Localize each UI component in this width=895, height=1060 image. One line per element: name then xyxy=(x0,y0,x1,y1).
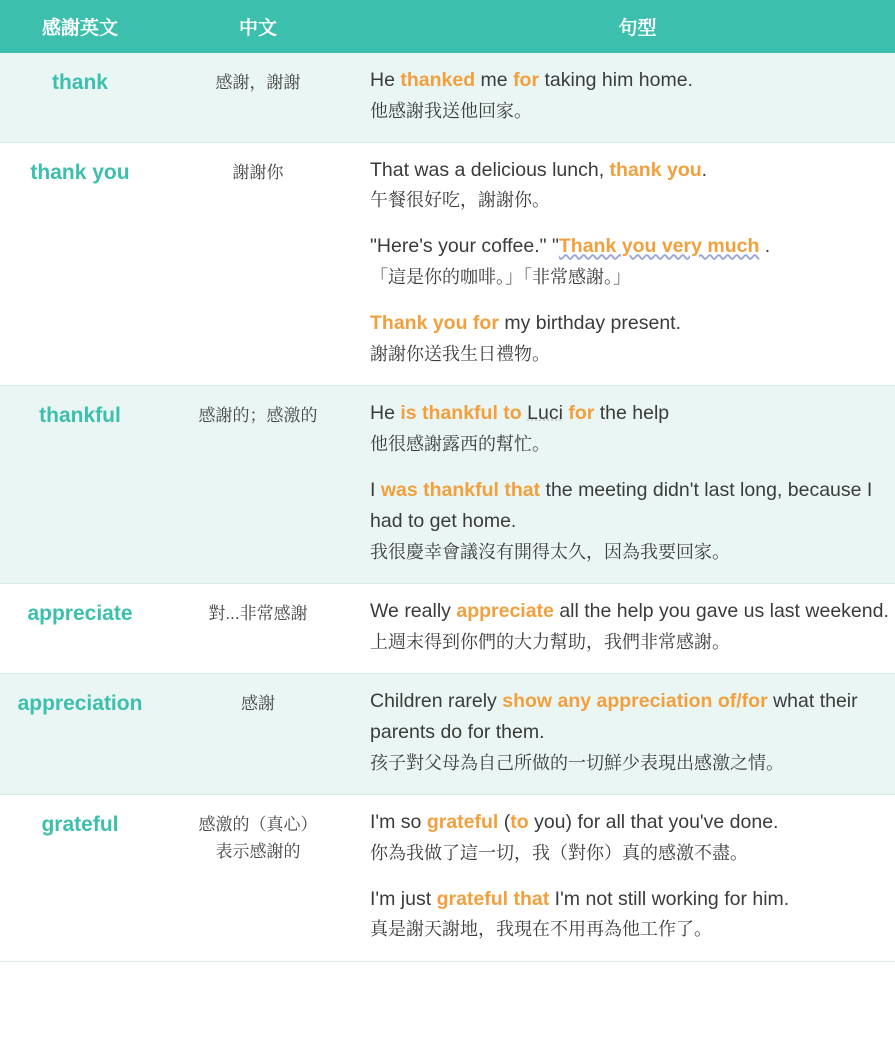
table-row xyxy=(0,142,895,385)
table-row xyxy=(0,53,895,142)
sentence-text: He xyxy=(370,401,401,424)
cell-chinese-meaning xyxy=(160,583,356,673)
cell-example-sentences xyxy=(356,673,895,794)
sentence-text: "Here's your coffee." " xyxy=(370,235,559,258)
highlighted-phrase: for xyxy=(568,401,595,424)
cell-chinese-meaning xyxy=(160,142,356,385)
highlighted-phrase: for xyxy=(513,69,540,91)
column-header-english: 感謝英文 xyxy=(0,0,160,53)
sentence-text: We really xyxy=(370,599,457,622)
example-chinese: 午餐很好吃，謝謝你。 xyxy=(370,190,550,211)
sentence-text: the help xyxy=(594,401,670,424)
cell-example-sentences xyxy=(356,795,895,961)
cell-english-word xyxy=(0,142,160,385)
table-row xyxy=(0,795,895,961)
example-sentence xyxy=(370,398,895,459)
example-chinese: 上週末得到你們的大力幫助，我們非常感謝。 xyxy=(370,631,730,652)
english-word: thank you xyxy=(30,160,130,184)
chinese-meaning xyxy=(166,690,350,717)
table-header-row xyxy=(0,0,895,53)
example-chinese: 我很慶幸會議沒有開得太久，因為我要回家。 xyxy=(370,541,730,562)
sentence-text: I'm just xyxy=(370,887,437,910)
english-word: appreciate xyxy=(27,601,133,625)
example-english xyxy=(370,65,895,97)
example-sentence xyxy=(370,596,895,657)
cell-example-sentences xyxy=(356,583,895,673)
table-row xyxy=(0,673,895,794)
example-english xyxy=(370,884,895,916)
english-word: appreciation xyxy=(17,691,143,715)
chinese-meaning-line: 表示感謝的 xyxy=(215,842,301,862)
sentence-text: That was a delicious lunch, xyxy=(370,158,610,181)
highlighted-phrase: grateful xyxy=(426,811,499,834)
table-row xyxy=(0,385,895,583)
example-english xyxy=(370,398,895,430)
highlighted-phrase: show any appreciation of/for xyxy=(502,689,768,712)
example-sentence xyxy=(370,686,895,778)
cell-chinese-meaning xyxy=(160,53,356,142)
example-chinese: 真是謝天謝地，我現在不用再為他工作了。 xyxy=(370,919,712,940)
example-sentence xyxy=(370,65,895,126)
cell-example-sentences xyxy=(356,142,895,385)
example-sentence xyxy=(370,155,895,216)
highlighted-phrase: thank you xyxy=(609,158,702,181)
highlighted-phrase: appreciate xyxy=(456,599,554,622)
sentence-text: Children rarely xyxy=(370,689,503,712)
english-word: thank xyxy=(51,71,108,94)
example-english xyxy=(370,807,895,839)
example-chinese: 他感謝我送他回家。 xyxy=(370,100,532,121)
sentence-text: ( xyxy=(498,811,511,834)
cell-english-word xyxy=(0,673,160,794)
sentence-text: taking him home. xyxy=(539,69,693,91)
english-word: thankful xyxy=(39,403,121,427)
chinese-meaning xyxy=(166,402,350,429)
sentence-text: I xyxy=(370,478,381,501)
example-sentence xyxy=(370,308,895,369)
example-english xyxy=(370,596,895,628)
sentence-text: my birthday present. xyxy=(498,312,682,335)
sentence-text: . xyxy=(701,158,708,181)
table-row xyxy=(0,583,895,673)
example-chinese: 謝謝你送我生日禮物。 xyxy=(370,343,550,364)
column-header-chinese: 中文 xyxy=(160,0,356,53)
example-chinese: 「這是你的咖啡。」「非常感謝。」 xyxy=(370,267,631,288)
example-english xyxy=(370,475,895,538)
example-english xyxy=(370,308,895,340)
highlighted-phrase: is thankful to xyxy=(400,401,522,424)
sentence-text: you) for all that you've done. xyxy=(528,811,779,834)
highlighted-phrase: thanked xyxy=(400,69,476,91)
chinese-meaning xyxy=(166,600,350,627)
sentence-text: I'm not still working for him. xyxy=(549,887,790,910)
example-sentence xyxy=(370,884,895,945)
chinese-meaning-line: 感謝的；感激的 xyxy=(198,405,318,425)
sentence-text: me xyxy=(475,69,514,91)
cell-chinese-meaning xyxy=(160,673,356,794)
chinese-meaning-line: 感謝，謝謝 xyxy=(215,73,301,92)
example-sentence xyxy=(370,231,895,292)
example-chinese: 孩子對父母為自己所做的一切鮮少表現出感激之情。 xyxy=(370,752,784,773)
highlighted-phrase: was thankful that xyxy=(380,478,541,501)
chinese-meaning-line: 感激的（真心） xyxy=(198,815,318,835)
highlighted-phrase: Thank you very much xyxy=(558,235,760,258)
highlighted-phrase: Thank you for xyxy=(370,312,499,335)
chinese-meaning xyxy=(166,811,350,865)
cell-english-word xyxy=(0,795,160,961)
example-sentence xyxy=(370,475,895,567)
sentence-text: what their parents do for them. xyxy=(370,689,858,744)
highlighted-phrase: grateful that xyxy=(436,887,550,910)
english-word: grateful xyxy=(41,813,119,837)
example-chinese: 他很感謝露西的幫忙。 xyxy=(370,433,550,454)
example-english xyxy=(370,155,895,187)
chinese-meaning-line: 謝謝你 xyxy=(232,162,284,182)
chinese-meaning xyxy=(166,159,350,186)
example-english xyxy=(370,231,895,263)
example-english xyxy=(370,686,895,749)
sentence-text: I'm so xyxy=(370,811,427,834)
sentence-text: Luci xyxy=(527,401,563,424)
column-header-sentence: 句型 xyxy=(356,0,895,53)
sentence-text: He xyxy=(370,69,401,91)
sentence-text: all the help you gave us last weekend. xyxy=(553,599,889,622)
sentence-text: the meeting didn't last long, because I had to get home. xyxy=(370,478,873,533)
cell-example-sentences xyxy=(356,385,895,583)
table-header xyxy=(0,0,895,53)
highlighted-phrase: to xyxy=(510,811,529,834)
chinese-meaning-line: 感謝 xyxy=(241,693,275,713)
example-chinese: 你為我做了這一切，我（對你）真的感激不盡。 xyxy=(370,842,748,863)
cell-chinese-meaning xyxy=(160,385,356,583)
cell-chinese-meaning xyxy=(160,795,356,961)
cell-english-word xyxy=(0,385,160,583)
example-sentence xyxy=(370,807,895,868)
cell-example-sentences xyxy=(356,53,895,142)
chinese-meaning xyxy=(166,69,350,96)
chinese-meaning-line: 對...非常感謝 xyxy=(208,603,308,623)
cell-english-word xyxy=(0,53,160,142)
table-body xyxy=(0,53,895,961)
cell-english-word xyxy=(0,583,160,673)
sentence-text: . xyxy=(759,235,771,258)
